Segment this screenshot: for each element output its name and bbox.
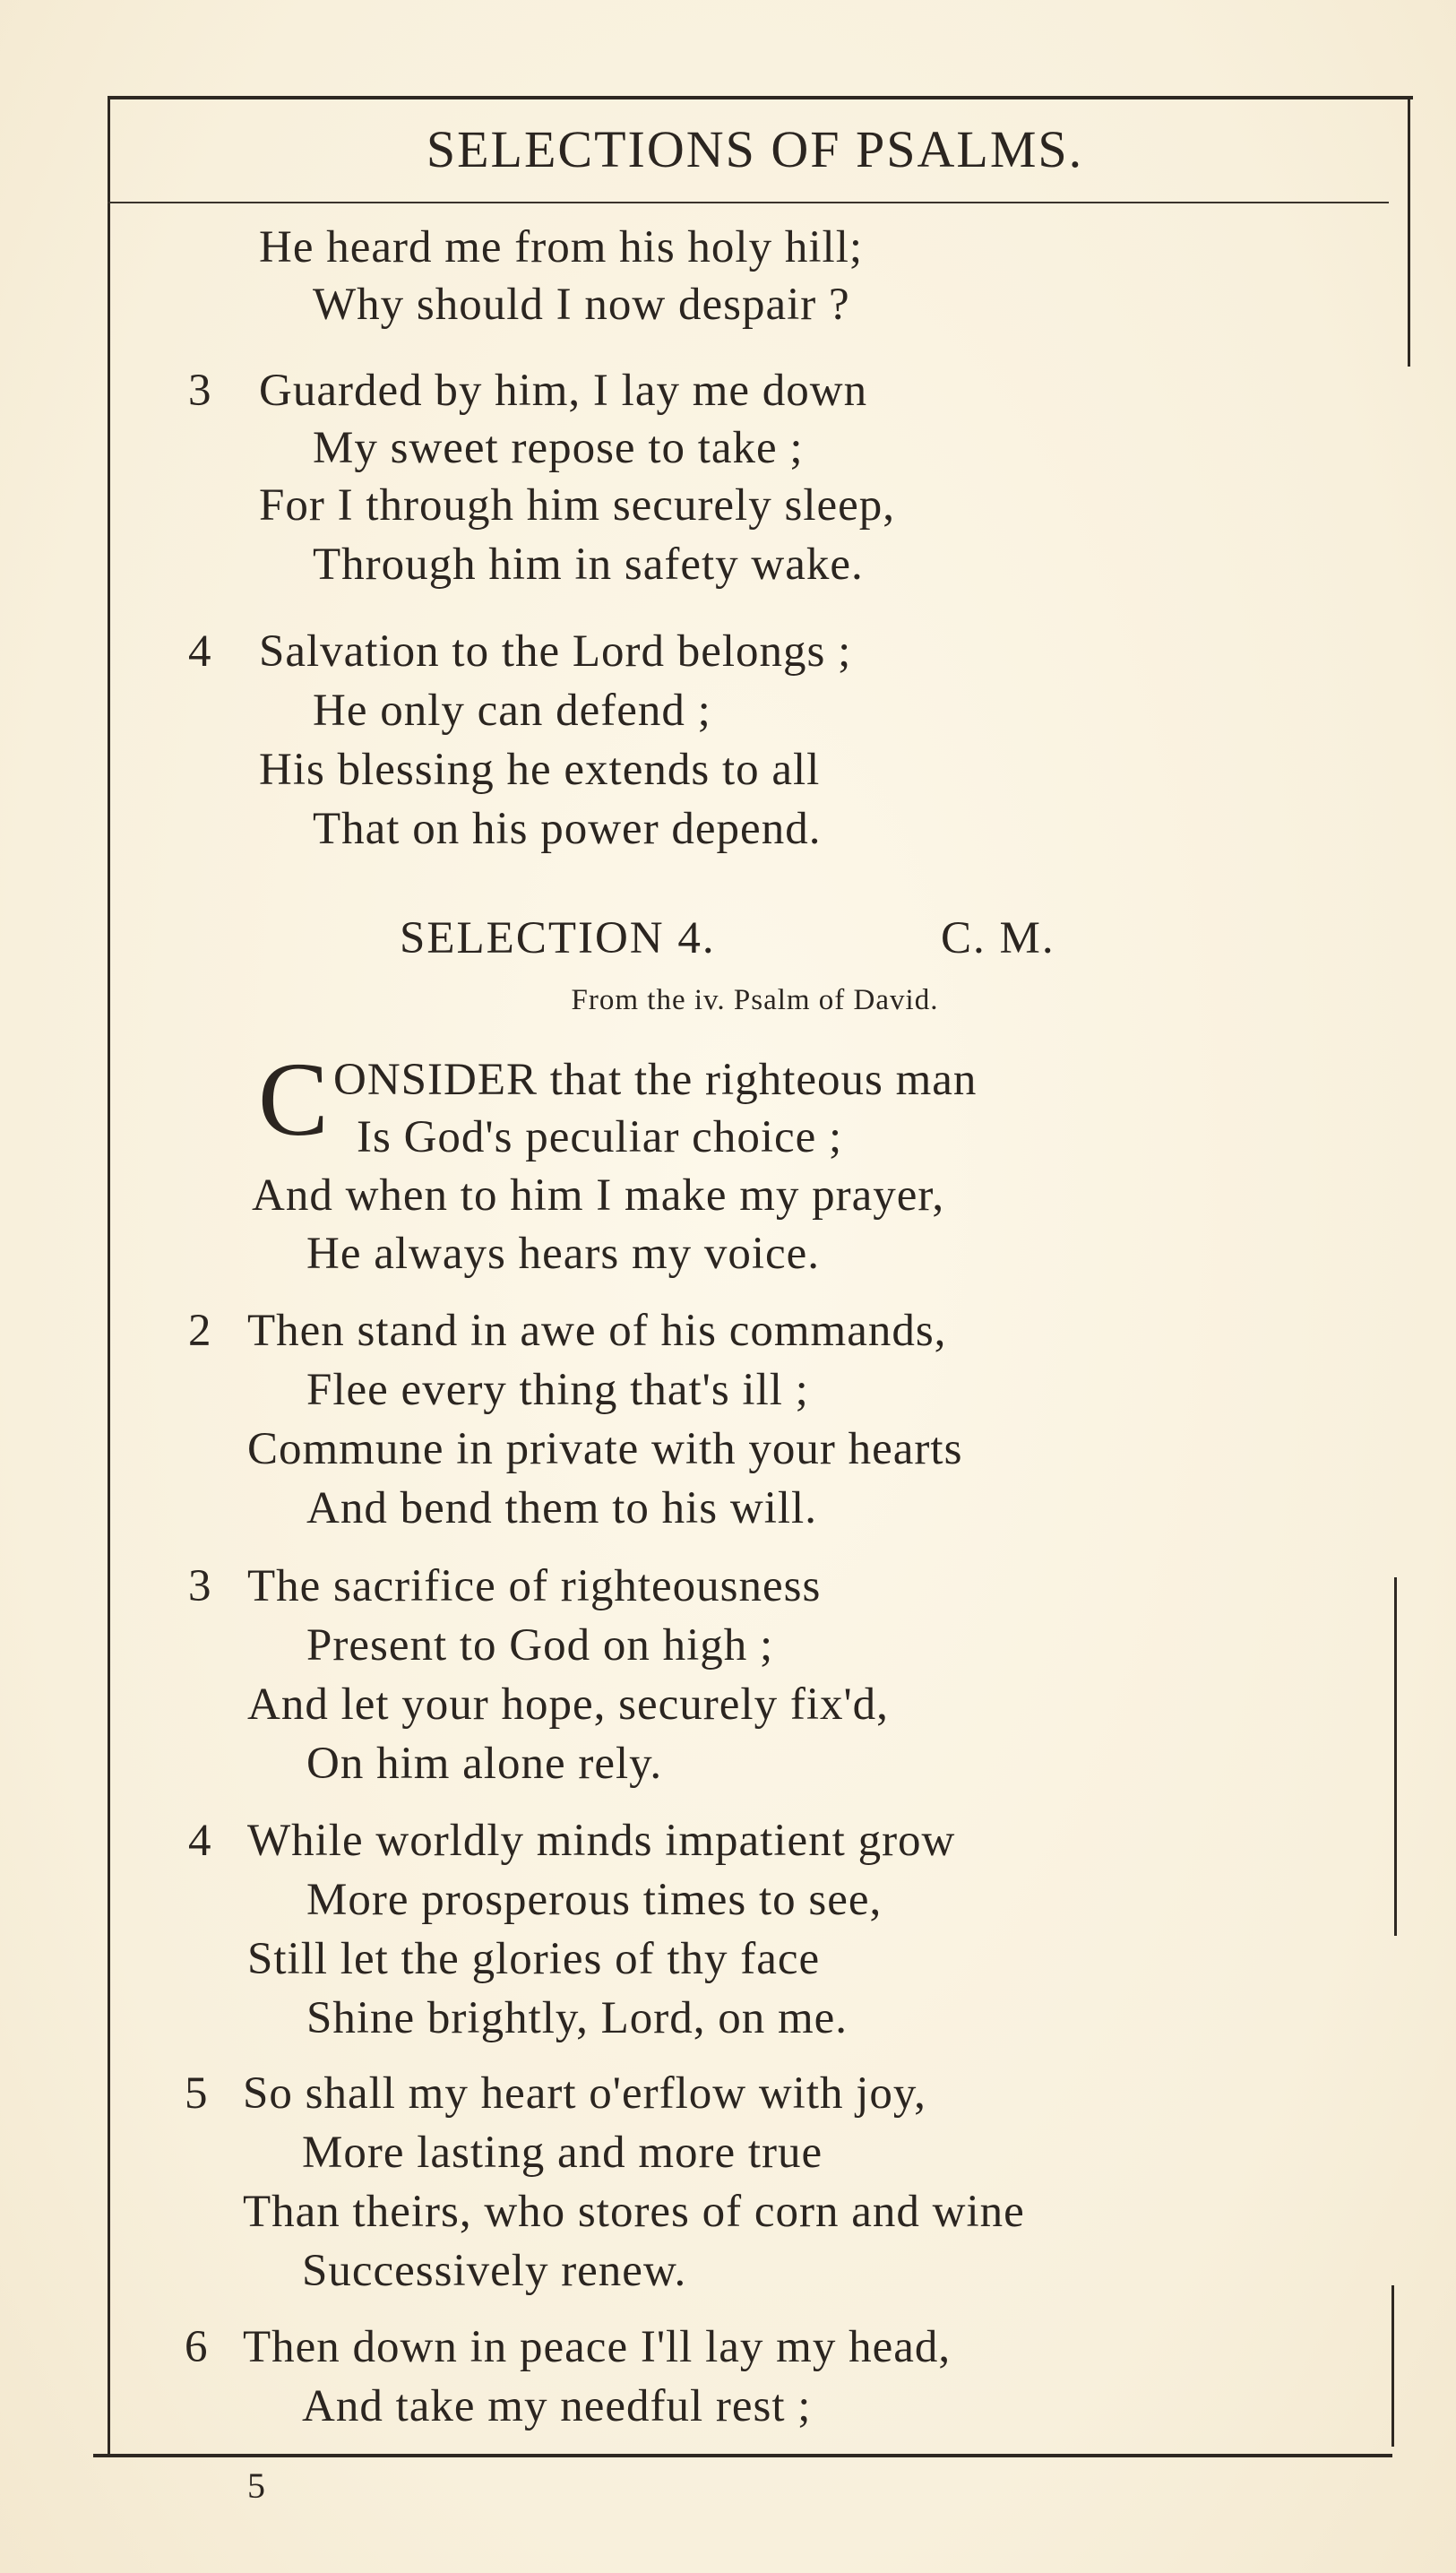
- frame-bottom-rule: [93, 2454, 1392, 2457]
- frame-right-rule-lower: [1391, 2285, 1394, 2447]
- verse-number: 5: [185, 2068, 208, 2119]
- verse-number: 3: [188, 1561, 211, 1611]
- verse-line: Why should I now despair ?: [313, 280, 850, 330]
- verse-line: Successively renew.: [302, 2246, 687, 2296]
- verse-line: And let your hope, securely fix'd,: [247, 1679, 889, 1730]
- verse-line: And when to him I make my prayer,: [252, 1170, 945, 1221]
- verse-number: 4: [188, 1816, 211, 1866]
- verse-line: Flee every thing that's ill ;: [306, 1365, 809, 1415]
- page-number: 5: [247, 2465, 265, 2506]
- verse-number: 6: [185, 2322, 208, 2372]
- verse-line: Then down in peace I'll lay my head,: [243, 2322, 952, 2372]
- selection-title: SELECTION 4.: [400, 913, 716, 963]
- verse-line: More prosperous times to see,: [306, 1875, 883, 1925]
- verse-line: My sweet repose to take ;: [313, 423, 804, 473]
- verse-line: Guarded by him, I lay me down: [259, 366, 868, 416]
- verse-line: And bend them to his will.: [306, 1483, 817, 1533]
- verse-line: For I through him securely sleep,: [259, 480, 896, 531]
- verse-line: While worldly minds impatient grow: [247, 1816, 956, 1866]
- verse-number: 4: [188, 626, 211, 677]
- frame-right-rule-middle: [1394, 1577, 1397, 1936]
- frame-top-rule: [108, 96, 1413, 99]
- verse-number: 2: [188, 1306, 211, 1356]
- verse-line: Then stand in awe of his commands,: [247, 1306, 947, 1356]
- running-header: SELECTIONS OF PSALMS.: [426, 120, 1084, 178]
- verse-line: Still let the glories of thy face: [247, 1934, 821, 1984]
- verse-line: Through him in safety wake.: [313, 540, 864, 590]
- header-rule: [108, 202, 1389, 203]
- verse-line: Commune in private with your hearts: [247, 1424, 963, 1474]
- verse-line: He always hears my voice.: [306, 1229, 821, 1279]
- drop-cap-letter: C: [258, 1040, 329, 1158]
- verse-line: That on his power depend.: [313, 804, 822, 854]
- verse-number: 3: [188, 366, 211, 416]
- verse-line: ONSIDER that the righteous man: [333, 1055, 978, 1105]
- verse-line: He only can defend ;: [313, 686, 711, 736]
- verse-line: So shall my heart o'erflow with joy,: [243, 2068, 926, 2119]
- verse-line: Than theirs, who stores of corn and wine: [243, 2187, 1025, 2237]
- frame-left-rule: [108, 98, 110, 2456]
- verse-line: Shine brightly, Lord, on me.: [306, 1993, 849, 2043]
- verse-line: And take my needful rest ;: [302, 2381, 812, 2431]
- selection-meter: C. M.: [941, 913, 1055, 963]
- verse-line: He heard me from his holy hill;: [259, 222, 864, 272]
- verse-line: His blessing he extends to all: [259, 745, 821, 795]
- selection-subtitle: From the iv. Psalm of David.: [571, 984, 939, 1016]
- verse-line: Salvation to the Lord belongs ;: [259, 626, 852, 677]
- verse-line: Present to God on high ;: [306, 1620, 774, 1671]
- verse-line: On him alone rely.: [306, 1739, 663, 1789]
- verse-line: The sacrifice of righteousness: [247, 1561, 822, 1611]
- verse-line: Is God's peculiar choice ;: [357, 1112, 843, 1162]
- verse-line: More lasting and more true: [302, 2128, 823, 2178]
